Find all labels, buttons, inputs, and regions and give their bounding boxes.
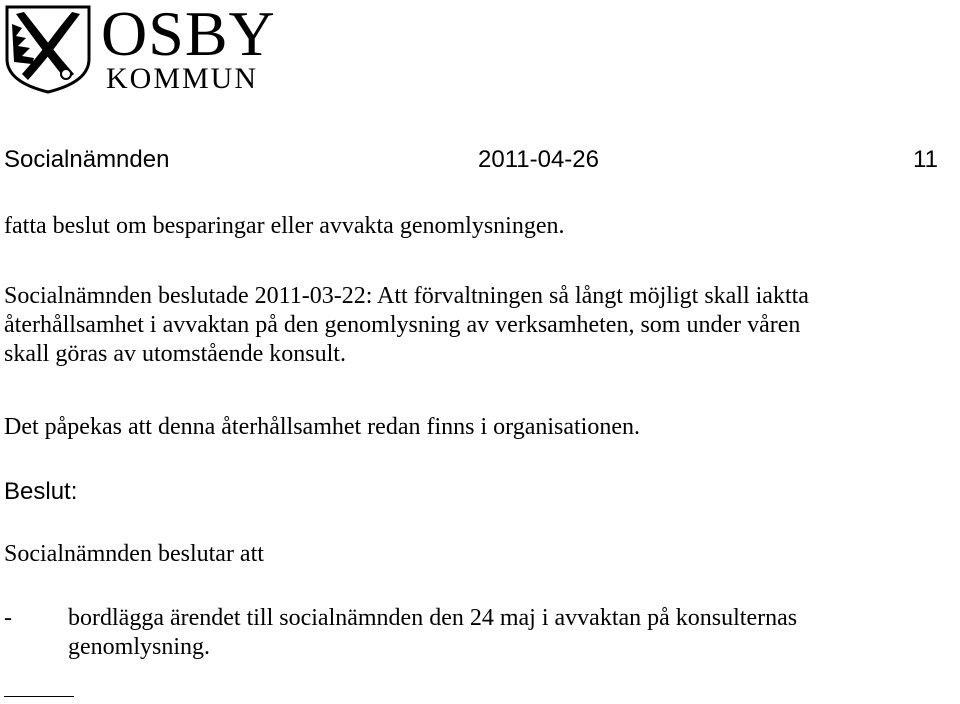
list-marker: - bbox=[4, 605, 12, 631]
decision-list-item-line-2: genomlysning. bbox=[68, 634, 210, 660]
paragraph-2-line-2: återhållsamhet i avvaktan på den genomlysning av verksamheten, som under våren bbox=[4, 312, 801, 338]
footnote-separator bbox=[4, 696, 74, 697]
decision-intro: Socialnämnden beslutar att bbox=[4, 541, 264, 567]
paragraph-2-line-3: skall göras av utomstående konsult. bbox=[4, 341, 346, 367]
meeting-date: 2011-04-26 bbox=[478, 146, 599, 173]
committee-name: Socialnämnden bbox=[4, 146, 170, 173]
decision-heading: Beslut: bbox=[4, 478, 78, 505]
paragraph-2 bbox=[4, 282, 809, 369]
page-number: 11 bbox=[913, 146, 938, 173]
paragraph-3: Det påpekas att denna återhållsamhet redan finns i organisationen. bbox=[4, 414, 640, 440]
paragraph-2-line-1: Socialnämnden beslutade 2011-03-22: Att förvaltningen så långt möjligt skall iaktta bbox=[4, 283, 809, 309]
decision-list-item bbox=[68, 604, 954, 662]
decision-list-item-line-1: bordlägga ärendet till socialnämnden den 24 maj i avvaktan på konsulternas bbox=[68, 605, 798, 631]
logo-title: OSBY bbox=[101, 0, 276, 69]
osby-coat-of-arms-logo bbox=[4, 4, 92, 94]
logo-subtitle: KOMMUN bbox=[106, 62, 259, 95]
paragraph-1: fatta beslut om besparingar eller avvakta genomlysningen. bbox=[4, 213, 565, 239]
